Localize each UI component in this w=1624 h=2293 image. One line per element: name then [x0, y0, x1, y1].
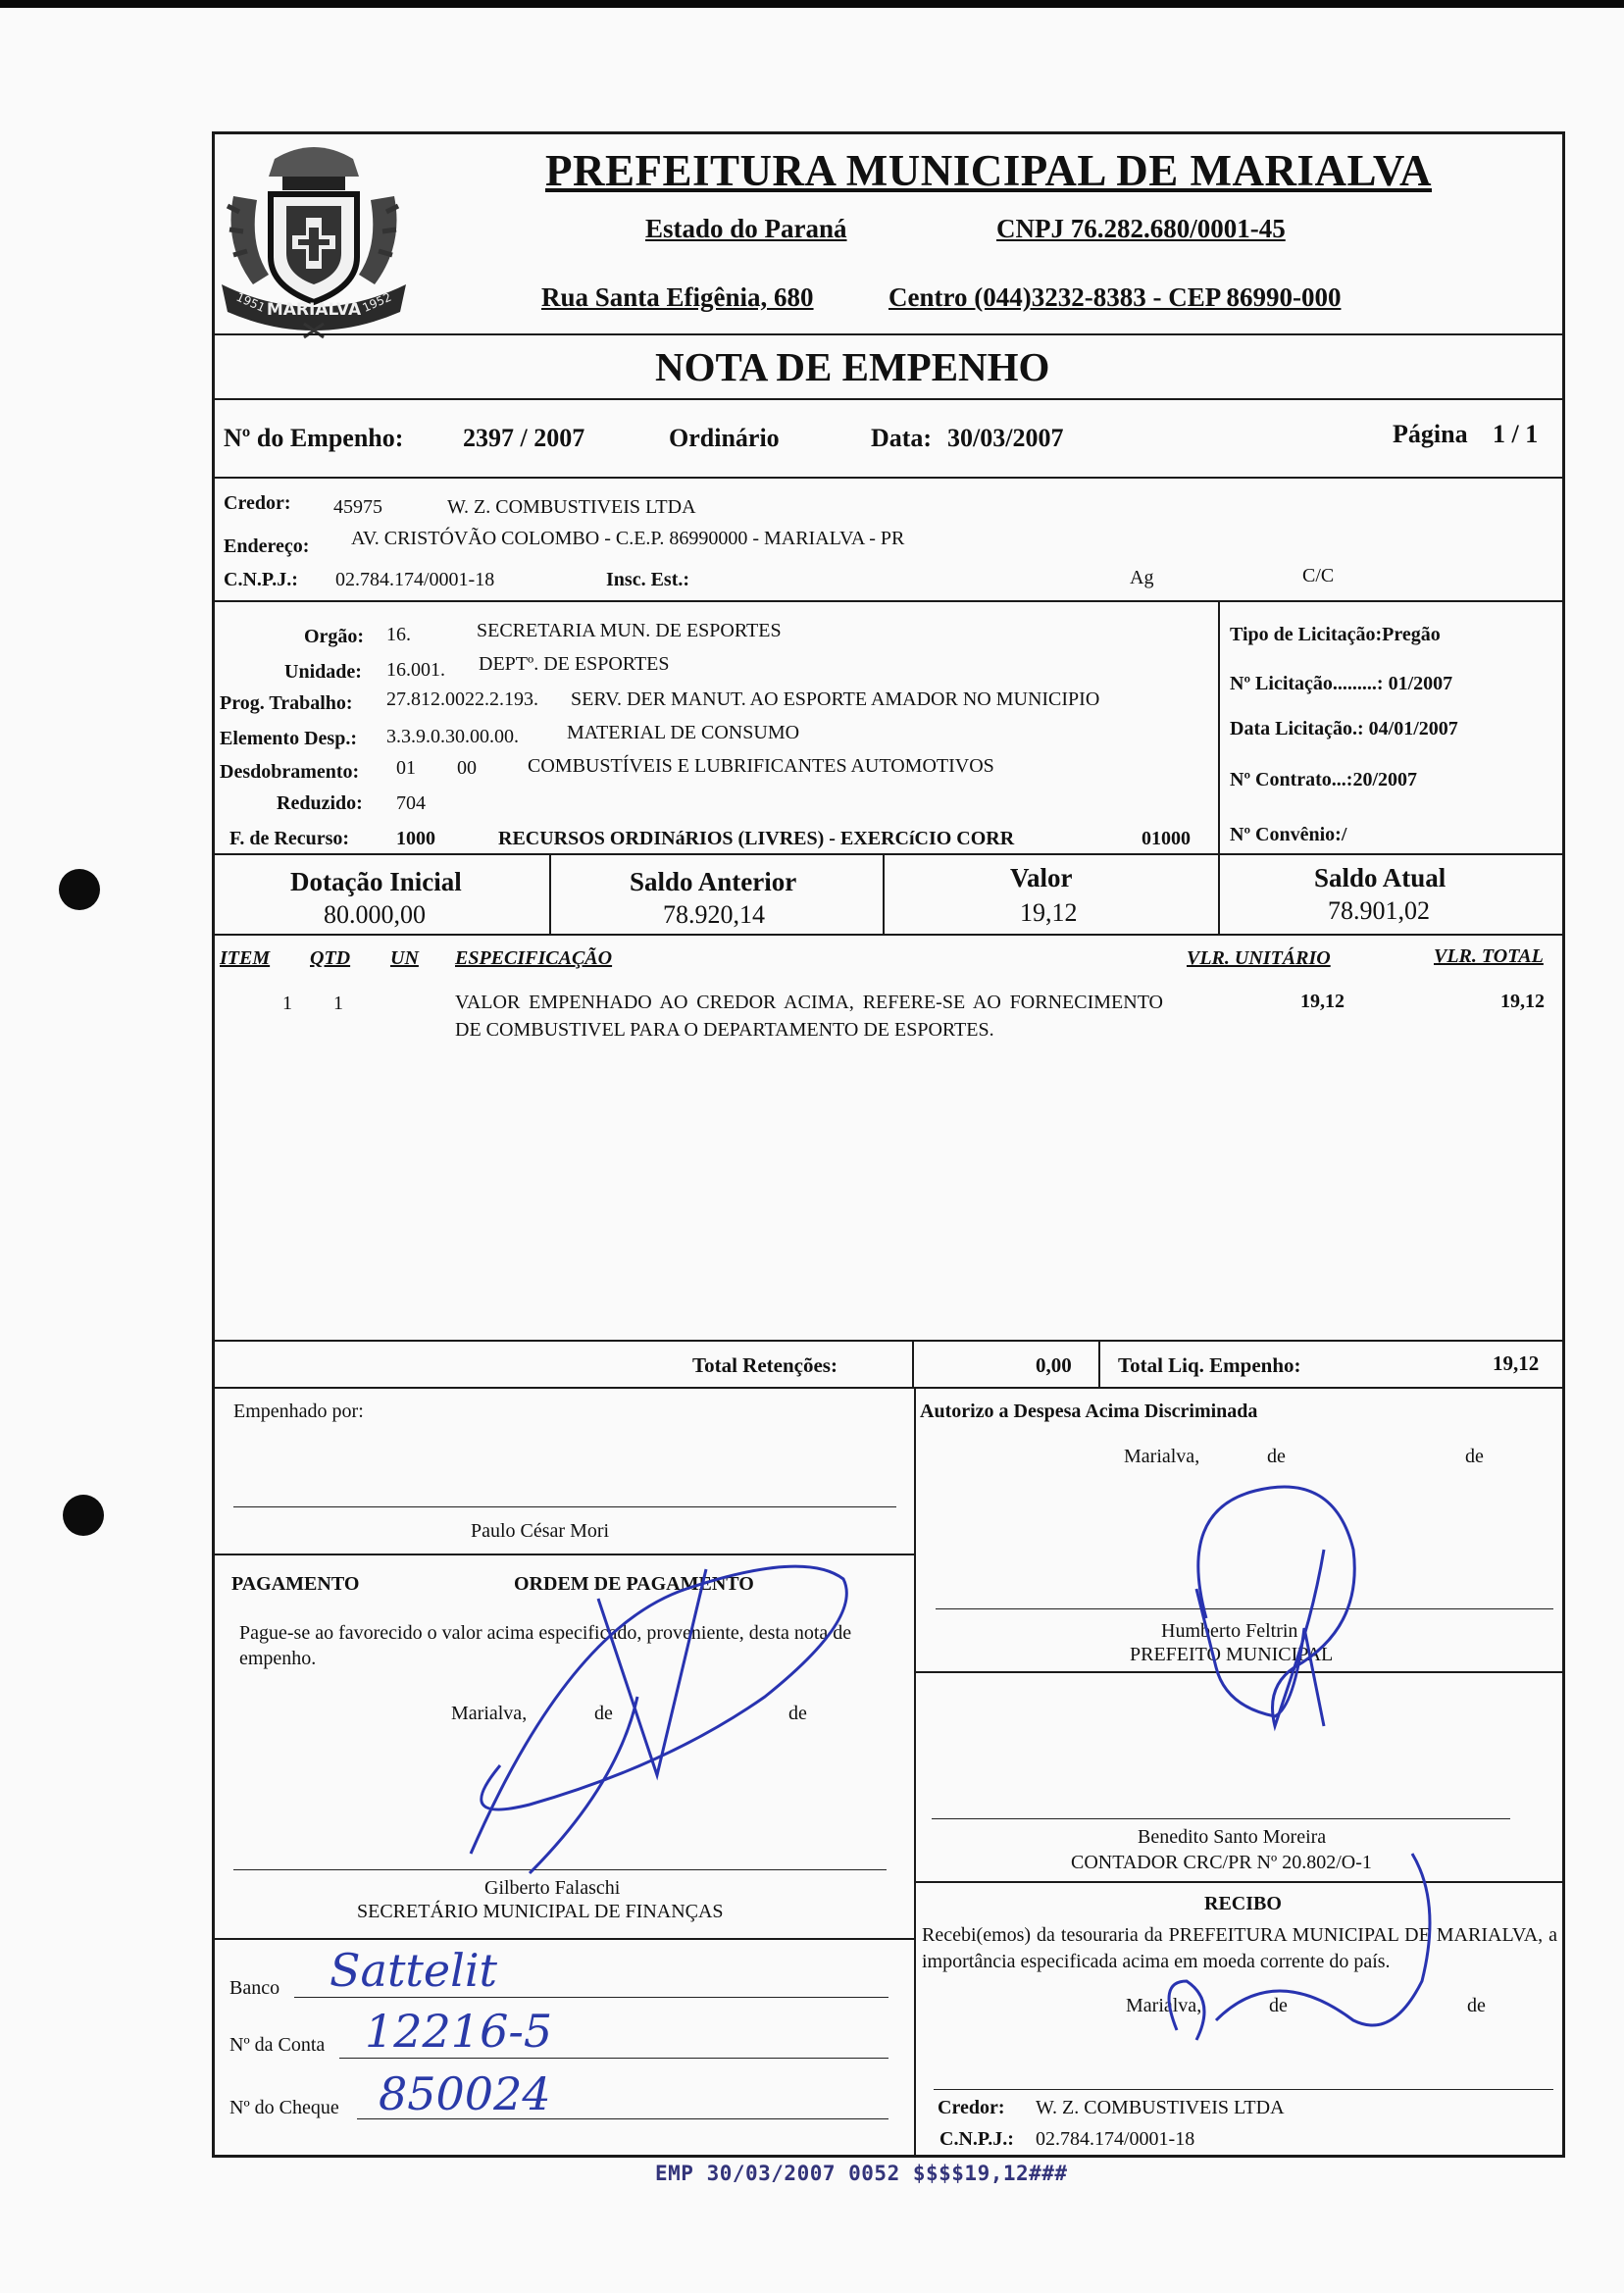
binder-hole-top [59, 869, 100, 910]
prefeito-name: Humberto Feltrin [1161, 1620, 1298, 1642]
address-label: Endereço: [224, 535, 310, 557]
banco-handwritten: Sattelit [330, 1944, 498, 1997]
empenhado-por-label: Empenhado por: [233, 1401, 364, 1422]
divider [212, 398, 1565, 400]
phone-cep-header: Centro (044)3232-8383 - CEP 86990-000 [888, 282, 1342, 312]
empenho-number-label: Nº do Empenho: [224, 424, 404, 452]
items-header-item: ITEM [220, 947, 271, 969]
crest-banner-text: MARIALVA [266, 300, 362, 320]
data-licitacao: Data Licitação.: 04/01/2007 [1230, 718, 1458, 739]
empenho-date-label: Data: [871, 424, 933, 452]
secretario-role: SECRETÁRIO MUNICIPAL DE FINANÇAS [357, 1901, 724, 1922]
total-retencoes-label: Total Retenções: [692, 1353, 837, 1377]
crest-year-left: 1951 [233, 289, 268, 315]
crest-year-right: 1952 [360, 289, 394, 315]
secretario-name: Gilberto Falaschi [484, 1877, 621, 1899]
orgao-label: Orgão: [304, 626, 365, 647]
recurso-code: 1000 [396, 828, 435, 849]
divider [212, 1340, 1565, 1342]
dotacao-inicial-value: 80.000,00 [324, 900, 426, 929]
total-retencoes-value: 0,00 [1036, 1353, 1072, 1377]
empenho-date: 30/03/2007 [947, 424, 1064, 452]
page-label: Página [1393, 420, 1468, 448]
elemento-name: MATERIAL DE CONSUMO [567, 722, 800, 743]
saldo-atual-value: 78.901,02 [1328, 896, 1430, 925]
desdobramento-code-1: 01 [396, 757, 416, 779]
scan-edge [0, 0, 1624, 8]
credor-cnpj-label: C.N.P.J.: [224, 569, 298, 590]
item-unit-price: 19,12 [1300, 991, 1345, 1012]
pagamento-text: Pague-se ao favorecido o valor acima especificado, proveniente, desta nota de empenho. [239, 1622, 852, 1669]
doc-title: NOTA DE EMPENHO [655, 344, 1050, 389]
items-header-spec: ESPECIFICAÇÃO [455, 947, 613, 969]
empenho-type: Ordinário [669, 424, 780, 452]
signature-strokes-icon [412, 1471, 1451, 2118]
autorizo-label: Autorizo a Despesa Acima Discriminada [920, 1401, 1258, 1422]
elemento-code: 3.3.9.0.30.00.00. [386, 726, 519, 747]
items-header-unit-price: VLR. UNITÁRIO [1187, 947, 1331, 969]
empenhado-por-name: Paulo César Mori [471, 1520, 610, 1542]
state-label: Estado do Paraná [645, 214, 847, 243]
item-qty: 1 [333, 993, 343, 1014]
numero-contrato: Nº Contrato...:20/2007 [1230, 769, 1418, 790]
desdobramento-label: Desdobramento: [220, 761, 360, 783]
conta-label: Nº da Conta [229, 2034, 326, 2056]
divider [212, 600, 1565, 602]
reduzido-value: 704 [396, 792, 426, 814]
divider [212, 934, 1565, 936]
contador-role: CONTADOR CRC/PR Nº 20.802/O-1 [1071, 1852, 1372, 1873]
cheque-label: Nº do Cheque [229, 2097, 339, 2118]
prefeito-role: PREFEITO MUNICIPAL [1130, 1644, 1334, 1665]
items-header-qtd: QTD [310, 947, 351, 969]
elemento-label: Elemento Desp.: [220, 728, 357, 749]
autorizo-place: Marialva, [1124, 1446, 1200, 1467]
recibo-credor-name: W. Z. COMBUSTIVEIS LTDA [1036, 2097, 1285, 2118]
divider [212, 853, 1565, 855]
recibo-credor-label: Credor: [938, 2097, 1005, 2118]
unidade-code: 16.001. [386, 659, 445, 681]
items-header-un: UN [390, 947, 419, 969]
divider [212, 333, 1565, 335]
empenho-number: 2397 / 2007 [463, 424, 585, 452]
divider [212, 477, 1565, 479]
recurso-name: RECURSOS ORDINáRIOS (LIVRES) - EXERCíCIO CORR [498, 828, 1015, 849]
ordem-pagamento-label: ORDEM DE PAGAMENTO [514, 1573, 754, 1595]
divider [212, 1387, 1565, 1389]
banco-label: Banco [229, 1977, 280, 1999]
recibo-de-2: de [1467, 1995, 1486, 2016]
unidade-name: DEPTº. DE ESPORTES [479, 653, 670, 675]
recurso-label: F. de Recurso: [229, 828, 350, 849]
pagamento-label: PAGAMENTO [231, 1573, 360, 1595]
cnpj-header: CNPJ 76.282.680/0001-45 [996, 214, 1286, 243]
desdobramento-code-2: 00 [457, 757, 477, 779]
autorizo-de-2: de [1465, 1446, 1484, 1467]
cheque-handwritten: 850024 [379, 2067, 551, 2120]
valor-value: 19,12 [1020, 898, 1078, 927]
prog-trabalho-label: Prog. Trabalho: [220, 692, 353, 714]
recibo-label: RECIBO [1204, 1893, 1282, 1914]
insc-est-label: Insc. Est.: [606, 569, 690, 590]
conta-handwritten: 12216-5 [365, 2005, 553, 2058]
credor-name: W. Z. COMBUSTIVEIS LTDA [447, 496, 696, 518]
item-total: 19,12 [1500, 991, 1545, 1012]
pagamento-place: Marialva, [451, 1703, 528, 1724]
divider [549, 853, 551, 934]
cc-label: C/C [1302, 565, 1335, 586]
valor-label: Valor [1010, 863, 1073, 892]
prog-trabalho-name: SERV. DER MANUT. AO ESPORTE AMADOR NO MUNICIPIO [571, 688, 1100, 710]
page-title: PREFEITURA MUNICIPAL DE MARIALVA [545, 146, 1433, 195]
recibo-text: Recebi(emos) da tesouraria da PREFEITURA MUNICIPAL DE MARIALVA, a importância especificada acima em moeda corrente do país. [922, 1924, 1557, 1972]
total-liquido-label: Total Liq. Empenho: [1118, 1353, 1301, 1377]
saldo-anterior-value: 78.920,14 [663, 900, 765, 929]
recibo-de-1: de [1269, 1995, 1288, 2016]
credor-code: 45975 [333, 496, 382, 518]
orgao-code: 16. [386, 624, 411, 645]
autorizo-de-1: de [1267, 1446, 1286, 1467]
reduzido-label: Reduzido: [277, 792, 363, 814]
recibo-cnpj: 02.784.174/0001-18 [1036, 2128, 1195, 2150]
divider [1098, 1340, 1100, 1387]
divider [1218, 600, 1220, 934]
orgao-name: SECRETARIA MUN. DE ESPORTES [477, 620, 782, 641]
recibo-place: Marialva, [1126, 1995, 1202, 2016]
credor-cnpj: 02.784.174/0001-18 [335, 569, 495, 590]
credor-address: AV. CRISTÓVÃO COLOMBO - C.E.P. 86990000 - MARIALVA - PR [351, 528, 905, 549]
item-number: 1 [282, 993, 292, 1014]
page-number: 1 / 1 [1493, 420, 1539, 448]
dotacao-inicial-label: Dotação Inicial [290, 867, 462, 896]
numero-convenio: Nº Convênio:/ [1230, 824, 1347, 845]
item-specification: VALOR EMPENHADO AO CREDOR ACIMA, REFERE-SE AO FORNECIMENTO DE COMBUSTIVEL PARA O DEPARTAMENTO DE ESPORTES. [455, 992, 1163, 1041]
contador-name: Benedito Santo Moreira [1138, 1826, 1327, 1848]
address-header: Rua Santa Efigênia, 680 [541, 282, 814, 312]
tipo-licitacao: Tipo de Licitação:Pregão [1230, 624, 1441, 645]
saldo-atual-label: Saldo Atual [1314, 863, 1446, 892]
desdobramento-name: COMBUSTÍVEIS E LUBRIFICANTES AUTOMOTIVOS [528, 755, 994, 777]
ag-label: Ag [1130, 567, 1154, 588]
divider [883, 853, 885, 934]
divider [912, 1340, 914, 1387]
pagamento-de-1: de [594, 1703, 613, 1724]
binder-hole-bottom [63, 1495, 104, 1536]
credor-label: Credor: [224, 492, 291, 514]
saldo-anterior-label: Saldo Anterior [630, 867, 797, 896]
validation-stamp: EMP 30/03/2007 0052 $$$$19,12### [655, 2162, 1068, 2185]
prog-trabalho-code: 27.812.0022.2.193. [386, 688, 538, 710]
numero-licitacao: Nº Licitação.........: 01/2007 [1230, 673, 1453, 694]
recurso-number: 01000 [1142, 828, 1191, 849]
total-liquido-value: 19,12 [1493, 1351, 1540, 1375]
pagamento-de-2: de [788, 1703, 807, 1724]
recibo-cnpj-label: C.N.P.J.: [939, 2128, 1014, 2150]
items-header-total: VLR. TOTAL [1434, 945, 1544, 967]
unidade-label: Unidade: [284, 661, 362, 683]
